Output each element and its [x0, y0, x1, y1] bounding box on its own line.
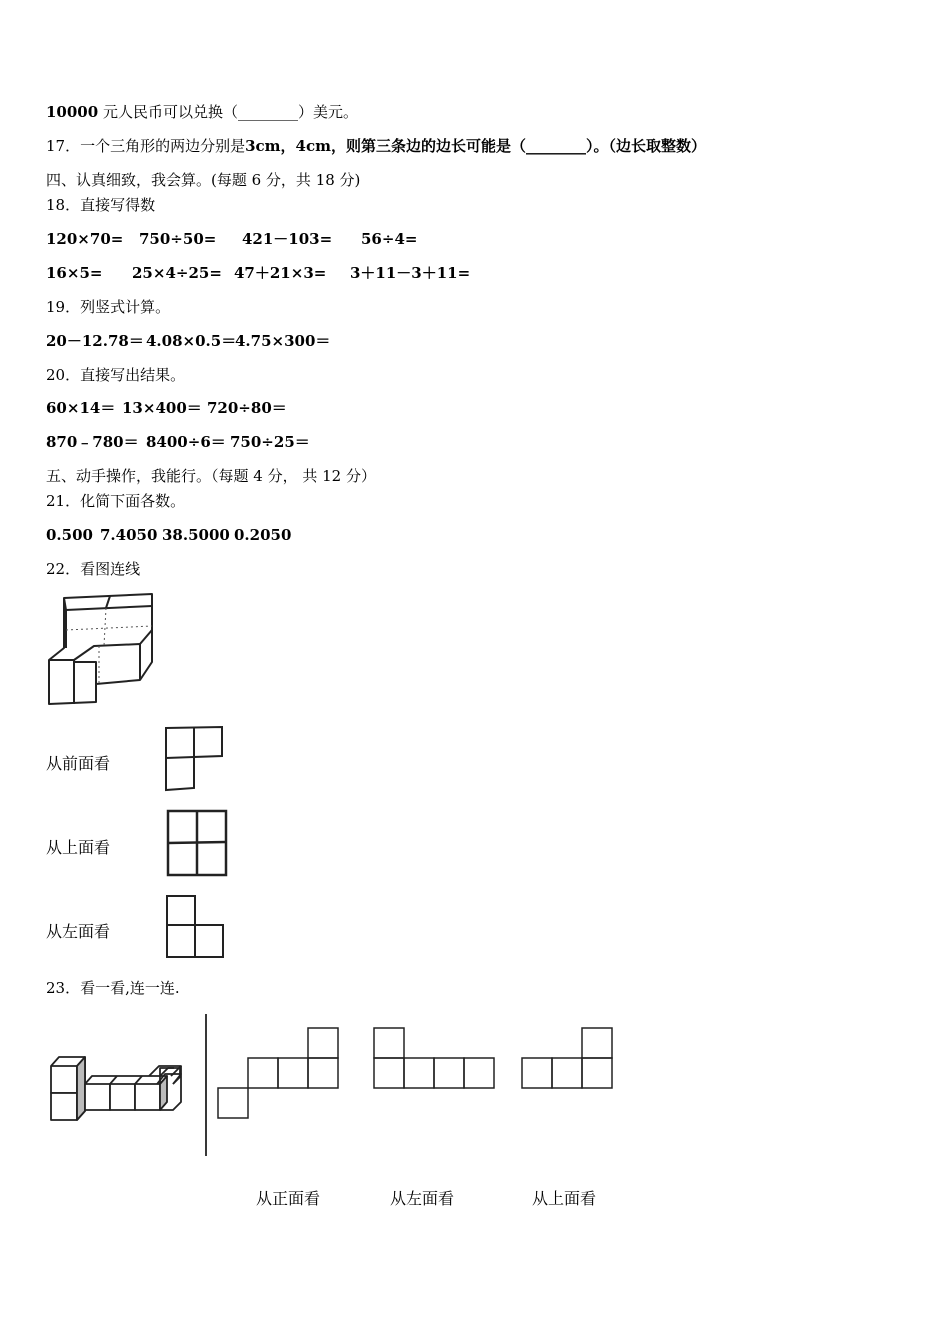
q16-text: 元人民币可以兑换（________）美元。 — [102, 103, 358, 121]
q20-r1-item: 720÷80＝ — [207, 399, 287, 417]
q23-label-left: 从左面看 — [390, 1189, 455, 1208]
q18-title: 18．直接写得数 — [46, 196, 156, 214]
q21-item: 7.4050 — [100, 526, 158, 544]
q17-text: 3cm，4cm，则第三条边的边长可能是（________）。（边长取整数） — [245, 137, 706, 155]
q20-r2-item: 870﹣780＝ — [46, 433, 139, 451]
q16-number: 10000 — [46, 103, 99, 121]
section-5-title: 五、动手操作，我能行。（每题 4 分， 共 12 分） — [46, 467, 376, 485]
q21-item: 0.2050 — [234, 526, 292, 544]
q18-r1-item: 120×70= — [46, 230, 124, 248]
q20-r2-item: 8400÷6＝ — [146, 433, 226, 451]
q20-r1-item: 60×14＝ — [46, 399, 116, 417]
q23-view-1 — [218, 1028, 338, 1118]
q20-r1-item: 13×400＝ — [122, 399, 202, 417]
q19-item: 20－12.78＝ — [46, 332, 144, 350]
q23-view-3 — [522, 1028, 612, 1088]
q20-r2-item: 750÷25＝ — [230, 433, 310, 451]
q21-item: 0.500 — [46, 526, 93, 544]
q21-title: 21．化简下面各数。 — [46, 492, 186, 510]
q17-prefix: 17．一个三角形的两边分别是 — [46, 137, 246, 155]
q19-item: 4.75×300＝ — [235, 332, 331, 350]
q22-label-front: 从前面看 — [46, 754, 111, 773]
q22-label-left: 从左面看 — [46, 922, 111, 941]
q19-item: 4.08×0.5＝ — [146, 332, 237, 350]
q22-title: 22．看图连线 — [46, 560, 141, 578]
q17 — [46, 136, 706, 156]
q23-title: 23．看一看,连一连. — [46, 979, 180, 997]
q23-label-top: 从上面看 — [532, 1189, 597, 1208]
q18-r2-item: 25×4÷25= — [132, 264, 222, 282]
section-4-title: 四、认真细致，我会算。(每题 6 分，共 18 分) — [46, 171, 361, 189]
q16-continuation — [46, 102, 358, 122]
q23-view-2 — [374, 1028, 494, 1088]
q19-title: 19．列竖式计算。 — [46, 298, 171, 316]
q23-figures — [44, 1010, 644, 1170]
q22-view-top — [164, 807, 230, 879]
q21-item: 38.5000 — [162, 526, 230, 544]
q22-label-top: 从上面看 — [46, 838, 111, 857]
q23-3d-solid — [51, 1057, 181, 1120]
q22-view-front — [162, 724, 226, 794]
q23-label-front: 从正面看 — [256, 1189, 321, 1208]
q18-r2-item: 16×5= — [46, 264, 103, 282]
q18-r2-item: 3＋11－3＋11= — [350, 264, 471, 282]
q20-title: 20．直接写出结果。 — [46, 366, 186, 384]
q18-r2-item: 47＋21×3= — [234, 264, 327, 282]
q22-3d-solid — [44, 590, 159, 710]
q22-view-left — [163, 893, 227, 963]
q18-r1-item: 56÷4= — [361, 230, 418, 248]
q18-r1-item: 421－103= — [242, 230, 333, 248]
q18-r1-item: 750÷50= — [139, 230, 217, 248]
